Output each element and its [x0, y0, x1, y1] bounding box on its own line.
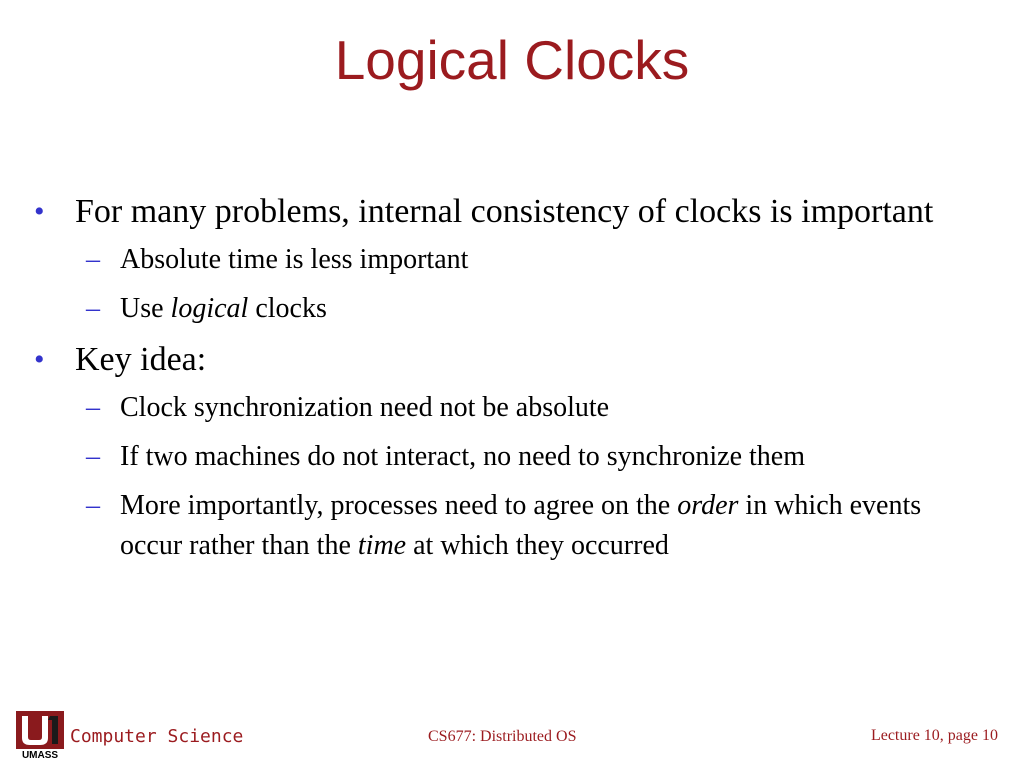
dash-icon: –: [86, 441, 100, 472]
sub-bullet-1-2-pre: Use: [120, 293, 171, 324]
course-label: CS677: Distributed OS: [428, 728, 577, 745]
sub-bullet-2-1-text: Clock synchronization need not be absolute: [120, 392, 610, 423]
bullet-2-text: Key idea:: [75, 341, 207, 378]
sub-bullet-2-3-post: at which they occurred: [406, 530, 669, 561]
sub-bullet-2-3: [30, 486, 990, 566]
sub-bullet-2-2: [30, 437, 990, 477]
sub-bullet-2-3-emphasis-order: order: [677, 490, 739, 521]
sub-bullet-1-2-emphasis: logical: [170, 293, 249, 324]
sub-bullet-2-2-text: If two machines do not interact, no need to synchronize them: [120, 441, 806, 472]
bullet-1-text: For many problems, internal consistency of clocks is important: [75, 193, 934, 230]
page-number: Lecture 10, page 10: [870, 727, 998, 744]
dash-icon: –: [86, 244, 100, 275]
sub-bullet-1-1: [30, 240, 990, 280]
dash-icon: –: [86, 490, 100, 521]
umass-logo-icon: [14, 708, 66, 760]
department-label: Computer Science: [70, 726, 244, 747]
bullet-2: [30, 338, 990, 382]
sub-bullet-1-2: [30, 289, 990, 329]
slide-body: [30, 190, 990, 575]
slide-title: Logical Clocks: [334, 29, 690, 91]
dash-icon: –: [86, 293, 100, 324]
logo-text: UMASS: [21, 750, 59, 760]
dash-icon: –: [86, 392, 100, 423]
sub-bullet-2-1: [30, 388, 990, 428]
bullet-icon: •: [34, 195, 45, 228]
bullet-1: [30, 190, 990, 234]
bullet-icon: •: [34, 343, 45, 376]
sub-bullet-1-2-post: clocks: [248, 293, 327, 324]
sub-bullet-2-3-mid: in which events occur rather than the: [120, 490, 922, 561]
sub-bullet-2-3-pre: More importantly, processes need to agree on the: [120, 490, 678, 521]
sub-bullet-2-3-emphasis-time: time: [357, 530, 407, 561]
footer: [0, 706, 1024, 766]
sub-bullet-1-1-text: Absolute time is less important: [120, 244, 469, 275]
